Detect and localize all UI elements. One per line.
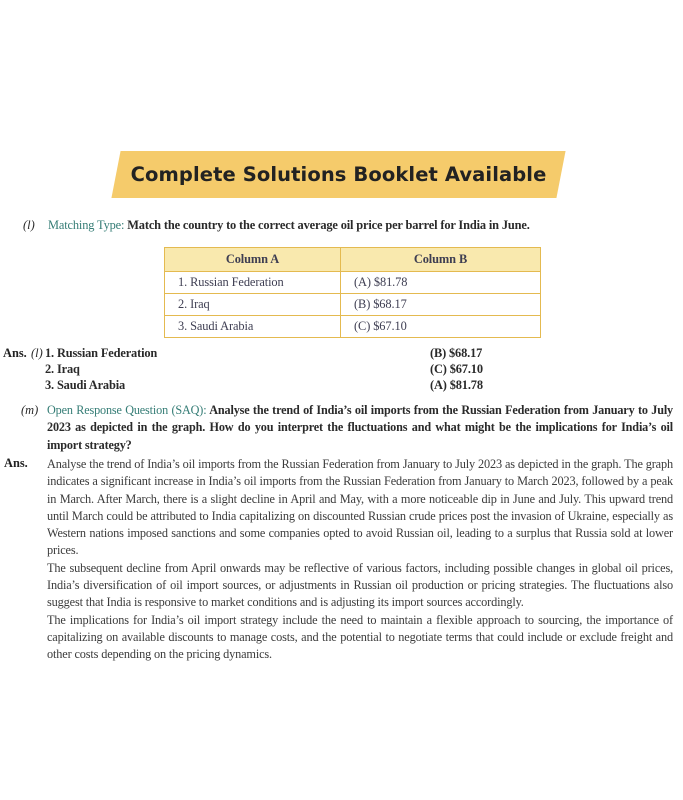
answer-l-sub-label: (l) [31, 346, 43, 360]
question-m-text [47, 402, 673, 454]
question-m [21, 402, 673, 454]
table-cell-country-3: 3. Saudi Arabia [165, 316, 341, 338]
question-l [23, 217, 673, 234]
table-row [165, 294, 541, 316]
question-l-body-text: Match the country to the correct average oil price per barrel for India in June. [127, 218, 530, 232]
answer-l-country-3: 3. Saudi Arabia [45, 378, 126, 392]
answer-m-paragraph-3: The implications for India’s oil import strategy include the need to maintain a flexible approach to sourcing, the importance of capitalizing on available discounts to manage costs, and the potential to negotiate terms that could include or exclude freight and other costs depending on the pricing dynamics. [47, 612, 673, 662]
answer-l-price-2: (C) $67.10 [430, 362, 483, 376]
answer-l-row-2 [0, 362, 683, 378]
table-header-column-b: Column B [341, 248, 541, 272]
table-cell-price-b: (B) $68.17 [341, 294, 541, 316]
table-header-column-a: Column A [165, 248, 341, 272]
table-cell-country-1: 1. Russian Federation [165, 272, 341, 294]
answer-l-country-2: 2. Iraq [45, 362, 80, 376]
question-l-type-label: Matching Type: [48, 218, 125, 232]
table-cell-country-2: 2. Iraq [165, 294, 341, 316]
answer-l-price-1: (B) $68.17 [430, 346, 483, 360]
question-l-text [48, 217, 673, 234]
table-row [165, 272, 541, 294]
matching-table [164, 247, 541, 338]
question-m-label: (m) [21, 403, 39, 417]
banner-title: Complete Solutions Booklet Available [130, 163, 547, 186]
answer-l-section [0, 346, 683, 394]
answer-l-country-1: 1. Russian Federation [45, 346, 158, 360]
table-cell-price-c: (C) $67.10 [341, 316, 541, 338]
answer-l-price-3: (A) $81.78 [430, 378, 483, 392]
question-m-body-text: Analyse the trend of India’s oil imports from the Russian Federation from January to July 2023 as depicted in the graph. How do you interpret the fluctuations and what might be the implications for India’s oil import strategy? [47, 403, 674, 452]
answer-l-row-3 [0, 378, 683, 394]
answer-l-row-1 [0, 346, 683, 362]
table-cell-price-a: (A) $81.78 [341, 272, 541, 294]
question-m-type-label: Open Response Question (SAQ): [47, 403, 207, 417]
table-header-row [165, 248, 541, 272]
answer-m-paragraph-1: Analyse the trend of India’s oil imports from the Russian Federation from January to July 2023 as depicted in the graph. The graph indicates a significant increase in India’s oil imports from the Russian Federation from January to March 2023, followed by a peak in March. After March, there is a slight decline in April and May, with a more noticeable dip in June and July. This upward trend until March could be attributed to India capitalizing on discounted Russian crude prices post the invasion of Ukraine, especially as Western nations imposed sanctions and some companies opted to avoid Russian oil, leading to a surplus that Russia sold at lower prices. [47, 457, 673, 558]
table-row [165, 316, 541, 338]
answer-l-label: Ans. [3, 346, 27, 360]
answer-m-section [47, 456, 673, 664]
question-l-label: (l) [23, 218, 35, 232]
answer-m-label: Ans. [4, 456, 28, 470]
answer-m-paragraph-2: The subsequent decline from April onwards may be reflective of various factors, including possible changes in global oil prices, India’s diversification of oil import sources, or adjustments in Russian oil production or pricing strategies. The fluctuations also suggest that India is responsive to market conditions and is adjusting its import sources accordingly. [47, 560, 673, 610]
